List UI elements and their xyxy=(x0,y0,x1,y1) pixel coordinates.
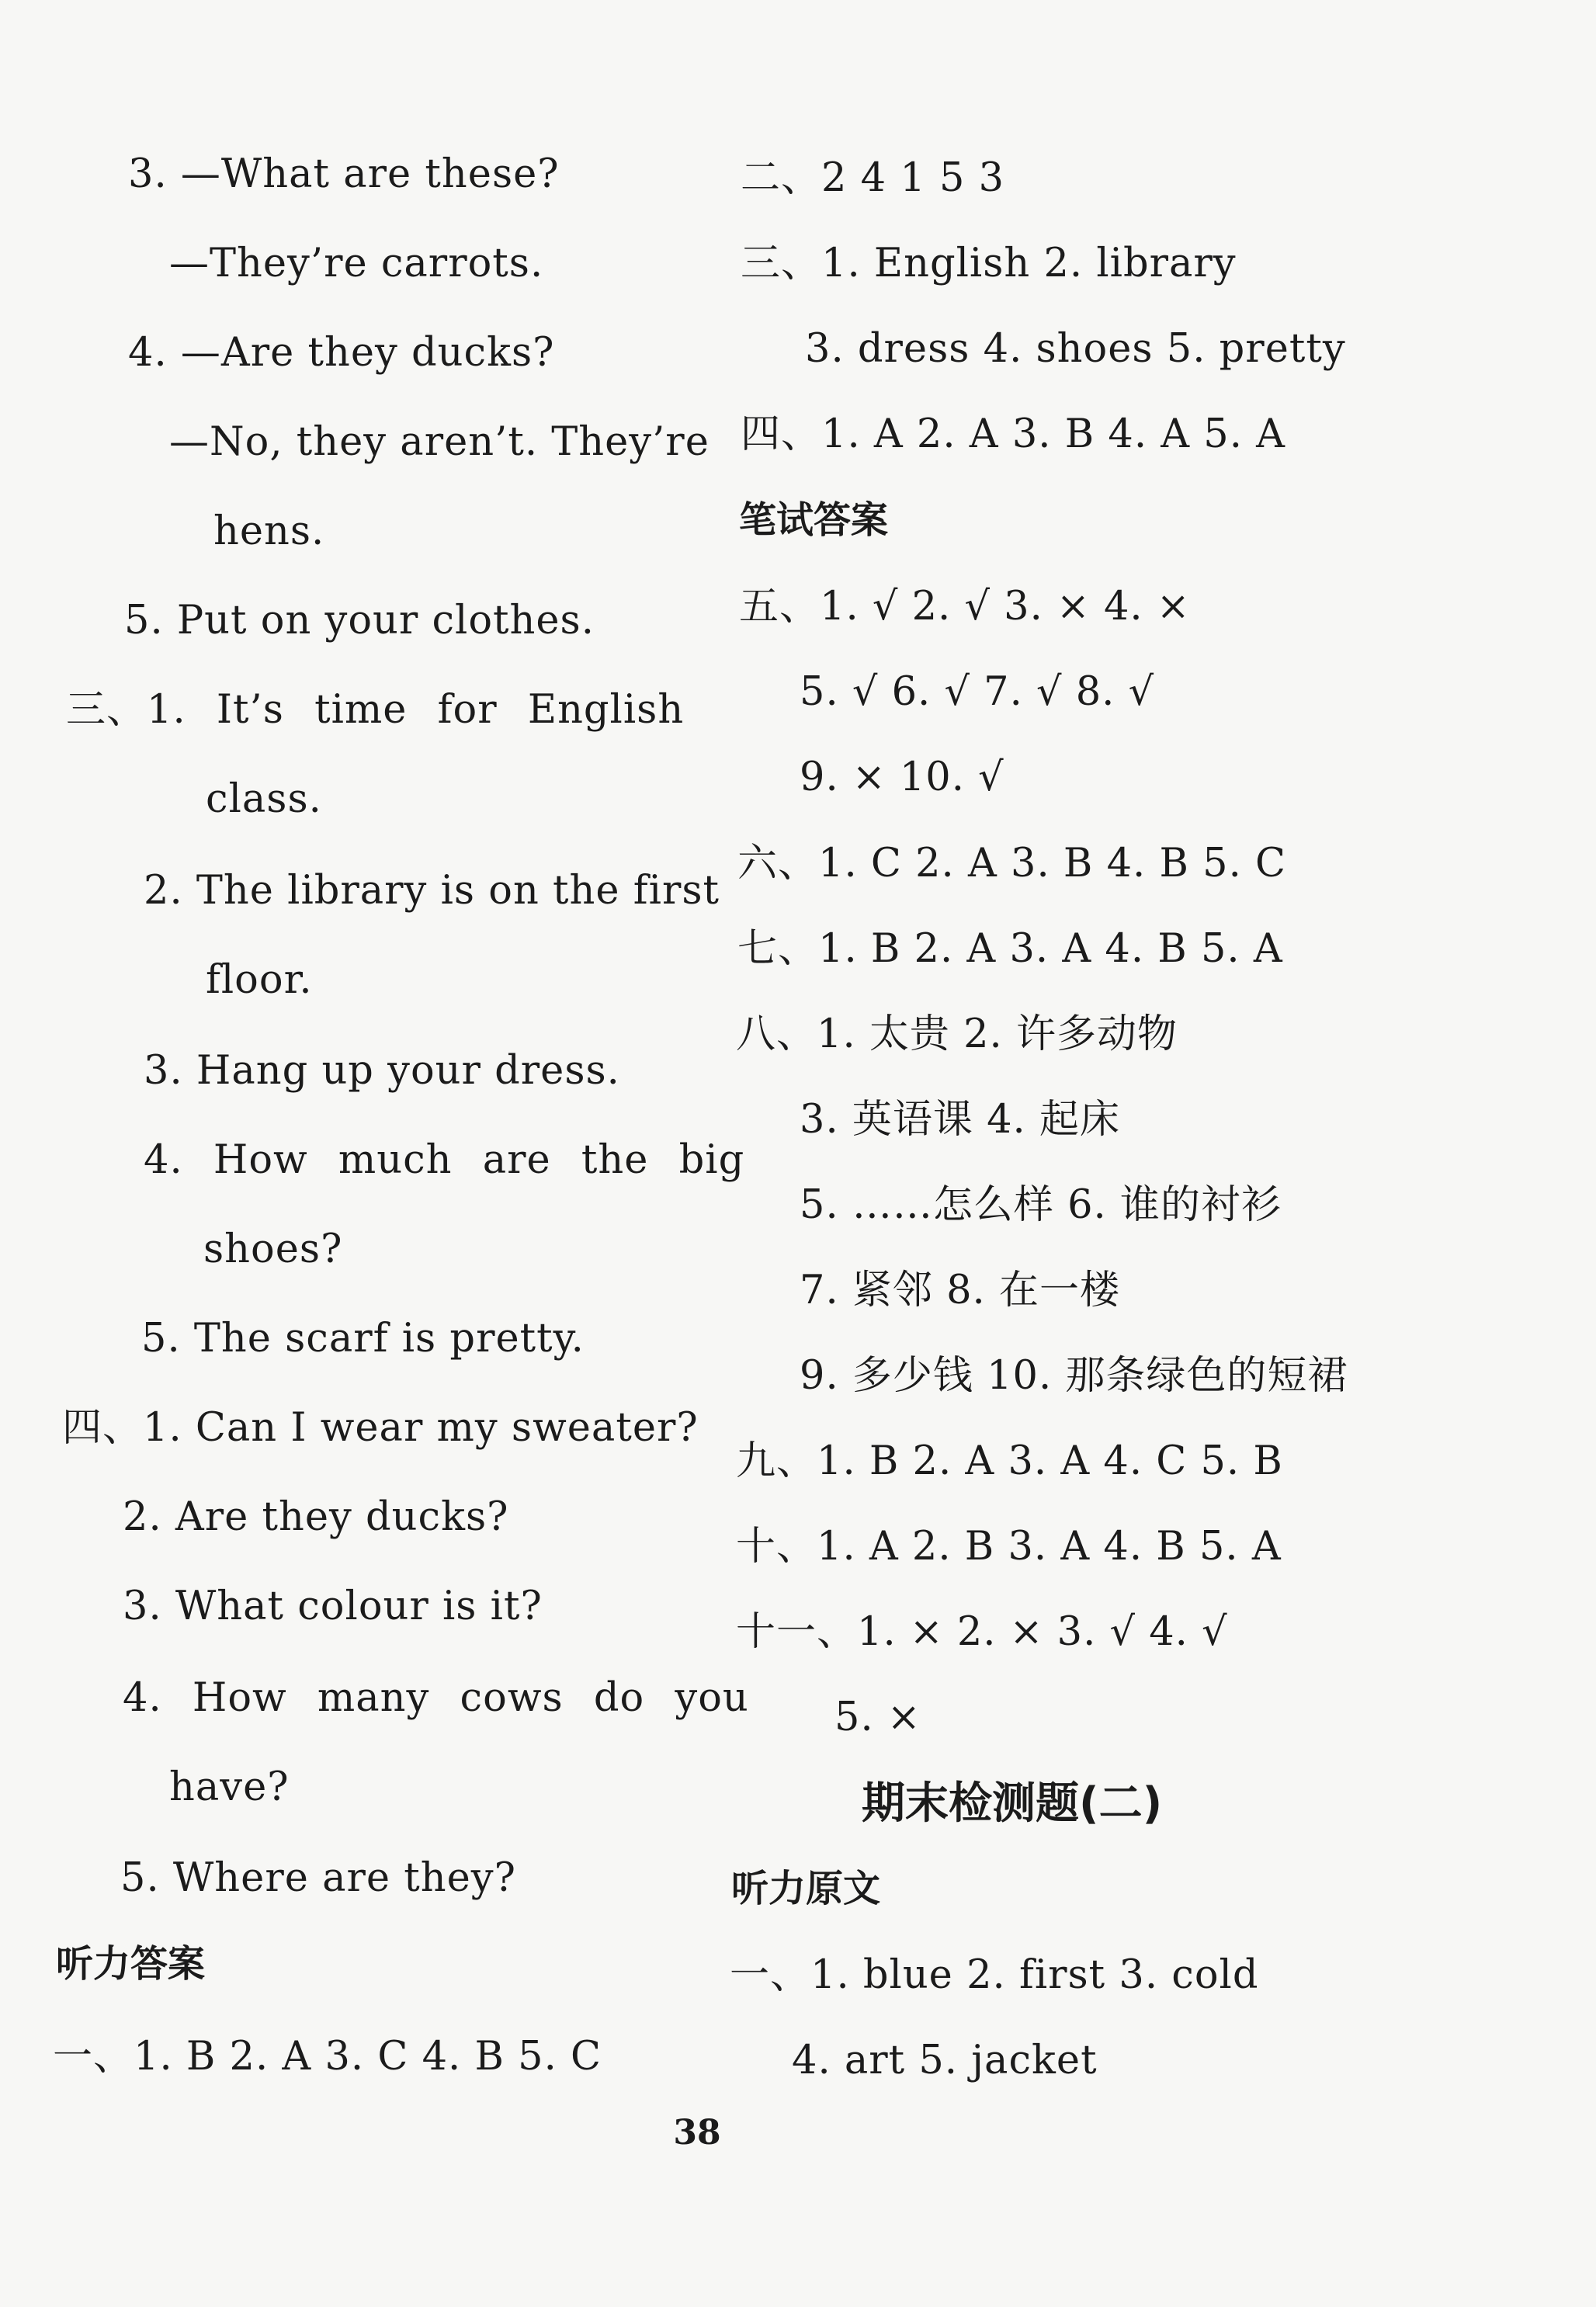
heading-listening-answers: 听力答案 xyxy=(56,1942,206,1986)
text-line: 3. Hang up your dress. xyxy=(144,1048,620,1094)
text-line: 9. 多少钱 10. 那条绿色的短裙 xyxy=(800,1353,1348,1399)
text-line: 3. dress 4. shoes 5. pretty xyxy=(805,326,1346,372)
text-line: shoes? xyxy=(203,1226,343,1272)
text-line: 3. 英语课 4. 起床 xyxy=(800,1097,1120,1143)
text-line: —They’re carrots. xyxy=(169,241,544,286)
text-line: 5. ……怎么样 6. 谁的衬衫 xyxy=(800,1182,1282,1228)
heading-listening-text: 听力原文 xyxy=(731,1867,881,1910)
text-line: 四、1. Can I wear my sweater? xyxy=(62,1405,699,1451)
text-line: 5. The scarf is pretty. xyxy=(141,1316,585,1362)
text-line: 5. √ 6. √ 7. √ 8. √ xyxy=(800,669,1155,715)
page-number: 38 xyxy=(673,2113,721,2153)
text-line: 4. How many cows do you xyxy=(123,1675,749,1721)
text-line: 5. × xyxy=(834,1695,921,1740)
text-line: 二、2 4 1 5 3 xyxy=(741,155,1005,201)
text-line: 7. 紧邻 8. 在一楼 xyxy=(800,1268,1120,1313)
text-line: 4. art 5. jacket xyxy=(792,2038,1098,2083)
text-line: 三、1. English 2. library xyxy=(741,241,1237,286)
text-line: 5. Put on your clothes. xyxy=(124,598,595,644)
text-line: 3. —What are these? xyxy=(128,151,560,197)
text-line: 3. What colour is it? xyxy=(123,1584,543,1629)
text-line: 十一、1. × 2. × 3. √ 4. √ xyxy=(736,1609,1228,1655)
text-line: 五、1. √ 2. √ 3. × 4. × xyxy=(739,584,1191,630)
text-line: 十、1. A 2. B 3. A 4. B 5. A xyxy=(736,1524,1282,1570)
text-line: 一、1. blue 2. first 3. cold xyxy=(730,1952,1259,1998)
text-line: 三、1. It’s time for English xyxy=(66,687,685,733)
text-line: 六、1. C 2. A 3. B 4. B 5. C xyxy=(737,841,1287,886)
text-line: 八、1. 太贵 2. 许多动物 xyxy=(736,1011,1178,1057)
text-line: class. xyxy=(206,776,322,822)
heading-written-answers: 笔试答案 xyxy=(739,498,889,542)
text-line: 5. Where are they? xyxy=(120,1855,516,1901)
text-line: 2. Are they ducks? xyxy=(123,1494,509,1540)
text-line: 9. × 10. √ xyxy=(800,755,1004,800)
text-line: 九、1. B 2. A 3. A 4. C 5. B xyxy=(736,1438,1283,1484)
text-line: floor. xyxy=(206,957,313,1003)
text-line: 2. The library is on the first xyxy=(144,868,720,914)
text-line: hens. xyxy=(213,508,325,554)
text-line: 四、1. A 2. A 3. B 4. A 5. A xyxy=(741,411,1285,457)
text-line: 七、1. B 2. A 3. A 4. B 5. A xyxy=(737,926,1283,972)
text-line: —No, they aren’t. They’re xyxy=(169,419,710,465)
text-line: 4. —Are they ducks? xyxy=(128,330,555,376)
text-line: 一、1. B 2. A 3. C 4. B 5. C xyxy=(53,2034,602,2080)
text-line: 4. How much are the big xyxy=(144,1137,745,1183)
section-title: 期末检测题(二) xyxy=(862,1778,1163,1829)
text-line: have? xyxy=(169,1764,290,1810)
